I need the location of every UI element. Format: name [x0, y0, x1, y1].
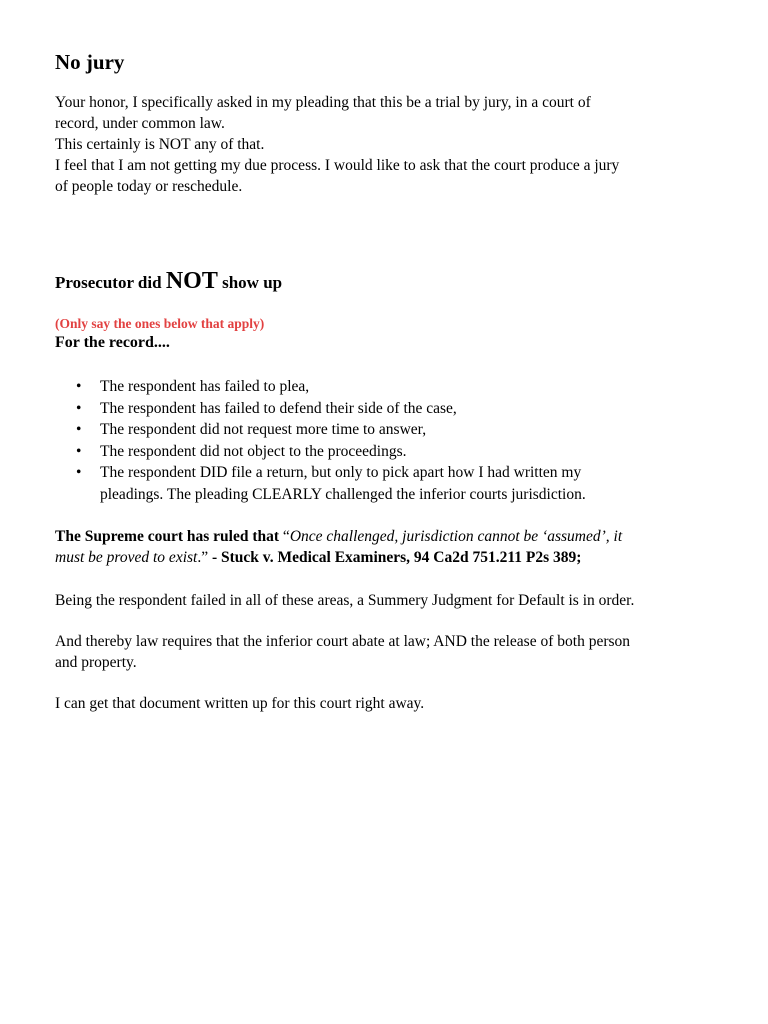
abate-paragraph: [55, 631, 735, 673]
bullet-icon: •: [76, 442, 82, 460]
for-the-record-label: For the record....: [55, 334, 170, 351]
default-judgment-paragraph: [55, 590, 735, 611]
heading-part: show up: [217, 273, 283, 292]
supreme-court-lead: The Supreme court has ruled that: [55, 528, 283, 545]
text-line: And thereby law requires that the inferior court abate at law; AND the release of both person: [55, 633, 631, 650]
case-citation: - Stuck v. Medical Examiners, 94 Ca2d 751.211 P2s 389;: [208, 549, 582, 566]
list-item: [55, 376, 735, 398]
list-item: [55, 398, 735, 420]
text-line: [55, 547, 735, 568]
list-item-text: The respondent DID file a return, but only to pick apart how I had written my: [100, 464, 582, 481]
text-line: and property.: [55, 654, 137, 671]
heading-emphasis: NOT: [165, 268, 218, 294]
text-line: This certainly is NOT any of that.: [55, 136, 265, 153]
bullet-icon: •: [76, 464, 82, 481]
list-item-text: The respondent has failed to plea,: [100, 378, 310, 395]
bullet-icon: •: [76, 421, 82, 438]
heading-part: Prosecutor did: [55, 273, 166, 292]
quote-text: must be proved to exist: [55, 549, 198, 566]
list-item: [55, 462, 735, 505]
text-line: record, under common law.: [55, 115, 225, 132]
text-line: [55, 526, 735, 547]
list-item-text: The respondent did not object to the proceedings.: [100, 442, 407, 460]
bullet-icon: •: [76, 399, 82, 417]
bullet-icon: •: [76, 378, 82, 395]
respondent-failures-list: [55, 376, 735, 505]
list-item: [55, 441, 735, 463]
list-item-text: The respondent has failed to defend their side of the case,: [100, 399, 457, 417]
quote-text: Once challenged, jurisdiction cannot be ‘assumed’, it: [289, 528, 623, 545]
open-quote: “: [282, 528, 290, 545]
heading-no-jury: No jury: [55, 50, 125, 74]
no-jury-paragraph: [55, 92, 735, 197]
supreme-court-paragraph: [55, 526, 735, 568]
text-line: Your honor, I specifically asked in my pleading that this be a trial by jury, in a court of: [55, 94, 591, 111]
text-line: Being the respondent failed in all of these areas, a Summery Judgment for Default is in order.: [55, 592, 635, 609]
document-paragraph: [55, 693, 735, 714]
text-line: of people today or reschedule.: [55, 178, 243, 195]
apply-note: (Only say the ones below that apply): [55, 316, 265, 331]
close-quote: .”: [197, 549, 209, 566]
list-item: [55, 419, 735, 441]
text-line: I feel that I am not getting my due process. I would like to ask that the court produce a jury: [55, 157, 620, 174]
heading-prosecutor-no-show: [55, 268, 282, 295]
list-item-text: The respondent did not request more time to answer,: [100, 421, 427, 438]
text-line: I can get that document written up for this court right away.: [55, 695, 425, 712]
list-item-text: pleadings. The pleading CLEARLY challenged the inferior courts jurisdiction.: [100, 485, 586, 503]
